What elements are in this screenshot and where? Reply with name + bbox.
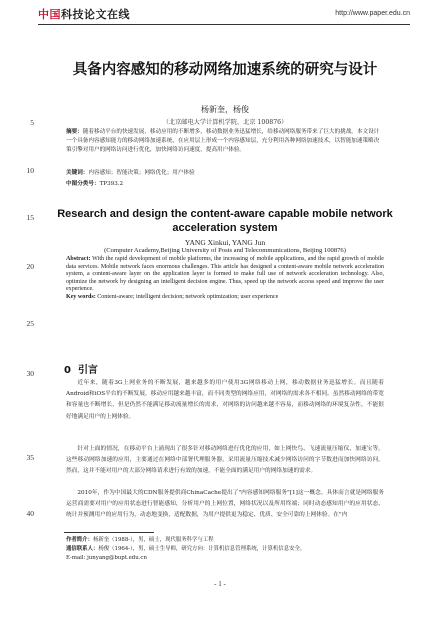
line-number: 35 bbox=[26, 453, 34, 462]
body-paragraph: 近年来，随着3G上网业务的不断发展，越来越多的用户使用3G网络移动上网，移动数据业务迅猛增长。而且随着Android和iOS平台的不断发展，移动应用越来越丰富，而不同类型的网络应用，对网络的需求各不相同。虽然移动网络的带宽和容量也不断增长，但是仍然不能满足移动流量增长的需求，对网络的访问越来越不容易，而移动网络的环境复杂性，不能很好地满足用户的上网体验。 bbox=[66, 380, 384, 420]
authors-cn: 杨新奎，杨俊 bbox=[201, 105, 249, 114]
footnote-label: 作者简介： bbox=[66, 537, 93, 543]
line-number: 10 bbox=[26, 166, 34, 175]
logo-cn-part: 中国 bbox=[38, 8, 61, 21]
clc-label: 中图分类号： bbox=[66, 181, 100, 187]
keywords-cn bbox=[66, 169, 382, 178]
classification-number bbox=[66, 179, 123, 187]
logo-text-part: 科技论文在线 bbox=[61, 8, 130, 21]
keywords-cn-text: 内容感知；智能决策；网络优化；用户体验 bbox=[88, 170, 195, 176]
footnote-rule bbox=[64, 532, 154, 533]
line-number: 20 bbox=[26, 262, 34, 271]
footnote-email[interactable]: E-mail: junyang@bupt.edu.cn bbox=[66, 555, 147, 561]
footnote-corresponding bbox=[66, 545, 386, 554]
abstract-cn-label: 摘要： bbox=[66, 129, 83, 135]
abstract-en-label: Abstract: bbox=[66, 256, 91, 262]
line-number: 5 bbox=[30, 118, 34, 127]
affiliation-cn: （北京邮电大学计算机学院，北京 100876） bbox=[162, 119, 288, 126]
abstract-cn-text: 随着移动平台的快速发展，移动应用的不断增多，移动数据业务迅猛增长，给移动网络服务带来了巨大的挑战。本文设计一个具备内容感知能力的移动网络加速系统，在应用层上形成一个内容感知层，充分利用各种网络加速技术，以智能加速策略决策引擎对用户的网络访问进行优化，加快网络访问速度，提高用户体验。 bbox=[66, 129, 380, 154]
abstract-en bbox=[66, 256, 384, 302]
site-url[interactable]: http://www.paper.edu.cn bbox=[335, 10, 410, 17]
site-logo[interactable] bbox=[38, 8, 130, 22]
body-paragraph: 针对上面的情况，在移动平台上涌现出了很多针对移动网络进行优化的应用，如上网快鸟、飞速流量压缩仪、加速宝等。这些移动网络加速的应用，主要通过在网络中部署代理服务器，采用流量压缩技术减少网络访问的字节数进而加快网络访问。然而，这并不能对用户的大部分网络请求进行有效的加速，不能全面的满足用户的网络加速的需求。 bbox=[66, 446, 384, 475]
section-number: 0 bbox=[64, 365, 71, 376]
clc-value: TP393.2 bbox=[99, 181, 124, 187]
abstract-en-text: With the rapid development of mobile platforms, the increasing of mobile applications, and the rapid growth of mobile data services. Mobile network faces enormous challenges. This article has designed a content-aware mobile network acceleration system, a content-aware layer on the application layer is formed to make full use of network acceleration technology. Also, optimize the network by designing an intelligent decision engine. Thus, speed up the network access speed and improve the user experience. bbox=[66, 256, 384, 293]
section-title: 引言 bbox=[77, 365, 98, 376]
paper-title-en: Research and design the content-aware capable mobile network acceleration system bbox=[57, 208, 393, 234]
line-number: 30 bbox=[26, 369, 34, 378]
body-paragraph: 2010年，作为中国最大的CDN服务提供商ChinaCache提出了"内容感知网络服务"[1]这一概念。具体而言就是网络服务运营商需要对用户的应用状态进行智能感知，分析用户的上网位置，网络状况以及所用终端；同时动态感知用户的应用状态，统计并预测用户的应用行为，动态地变换，适配数据，为用户提供更为稳定、优质、安全可靠的上网体验。在"内 bbox=[66, 490, 384, 519]
line-number: 40 bbox=[26, 509, 34, 518]
footnote-text: 杨新奎（1988-），男，硕士，现代服务科学与工程 bbox=[92, 537, 214, 543]
abstract-cn bbox=[66, 128, 382, 156]
keywords-en-label: Key words: bbox=[66, 293, 96, 300]
line-number: 25 bbox=[26, 319, 34, 328]
section-heading bbox=[64, 361, 98, 376]
line-number: 15 bbox=[26, 213, 34, 222]
keywords-cn-label: 关键词： bbox=[66, 170, 89, 176]
page-number: - 1 - bbox=[214, 580, 226, 588]
header-rule bbox=[38, 24, 410, 25]
paper-title-cn: 具备内容感知的移动网络加速系统的研究与设计 bbox=[72, 62, 378, 78]
footnote-label: 通信联系人： bbox=[66, 546, 99, 552]
keywords-en-text: Content-aware; intelligent decision; network optimization; user experience bbox=[95, 293, 279, 300]
authors-en: YANG Xinkui, YANG Jun bbox=[184, 238, 266, 247]
footnote-author-bio bbox=[66, 536, 386, 545]
page-header bbox=[38, 8, 410, 24]
affiliation-en: (Computer Academy,Beijing University of Posts and Telecommunications, Beijing 100876) bbox=[104, 247, 346, 254]
footnote-text: 杨俊（1964-），男，硕士生导师，研究方向：计算机信息管理系统，计算机信息安全。 bbox=[98, 546, 306, 552]
